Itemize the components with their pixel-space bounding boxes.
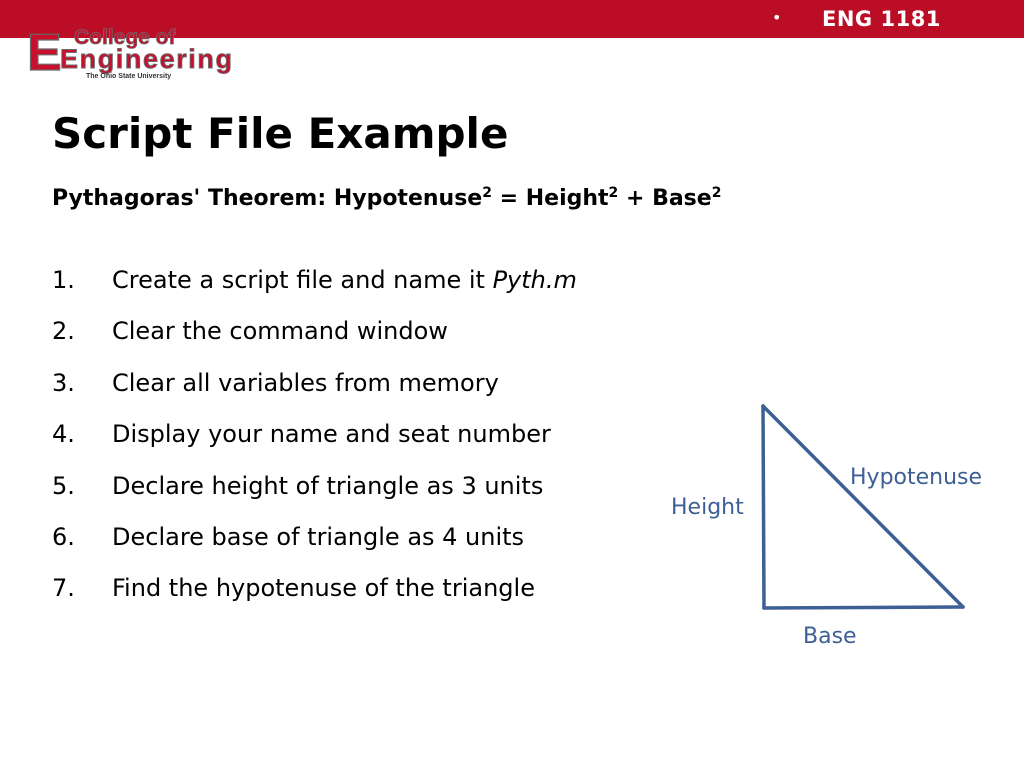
- base-label: Base: [803, 624, 857, 649]
- exponent-3: 2: [711, 185, 722, 201]
- exponent-2: 2: [608, 185, 619, 201]
- hypotenuse-label: Hypotenuse: [850, 465, 983, 490]
- logo-line3: The Ohio State University: [86, 73, 172, 80]
- step-number: 1.: [52, 266, 75, 294]
- height-label: Height: [671, 495, 744, 520]
- triangle-diagram: [660, 395, 1024, 665]
- logo-line1: College of: [74, 26, 176, 49]
- step-number: 5.: [52, 471, 75, 500]
- college-of-engineering-logo: [26, 18, 238, 82]
- subtitle-height: Height: [525, 186, 609, 211]
- step-text: Display your name and seat number: [112, 420, 551, 449]
- slide-title: Script File Example: [52, 109, 509, 158]
- step-number: 4.: [52, 420, 75, 449]
- step-text: Clear the command window: [112, 317, 448, 346]
- subtitle-prefix: Pythagoras' Theorem:: [52, 186, 334, 211]
- step-text-body: Create a script file and name it: [112, 266, 493, 294]
- height-side: [763, 406, 764, 608]
- step-text: Find the hypotenuse of the triangle: [112, 574, 535, 603]
- subtitle-plus: +: [618, 186, 653, 211]
- subtitle-base: Base: [652, 186, 712, 211]
- exponent-1: 2: [482, 185, 492, 201]
- course-bullet: •: [772, 8, 782, 27]
- theorem-subtitle: [52, 184, 721, 214]
- script-filename: Pyth.m: [492, 266, 577, 294]
- subtitle-hypotenuse: Hypotenuse: [333, 186, 483, 211]
- svg-text:E: E: [27, 24, 62, 82]
- base-side: [764, 607, 963, 608]
- hypotenuse-side: [763, 406, 963, 607]
- step-number: 6.: [52, 522, 75, 551]
- course-code: ENG 1181: [822, 7, 941, 31]
- step-number: 3.: [52, 368, 75, 397]
- step-text: Clear all variables from memory: [112, 368, 499, 397]
- logo-line2: Engineering: [60, 44, 232, 74]
- step-number: 7.: [52, 574, 75, 603]
- step-text: Declare height of triangle as 3 units: [112, 471, 544, 500]
- step-text: Declare base of triangle as 4 units: [112, 522, 525, 551]
- step-number: 2.: [52, 317, 75, 346]
- subtitle-equals: =: [491, 186, 526, 211]
- step-text: [112, 262, 577, 298]
